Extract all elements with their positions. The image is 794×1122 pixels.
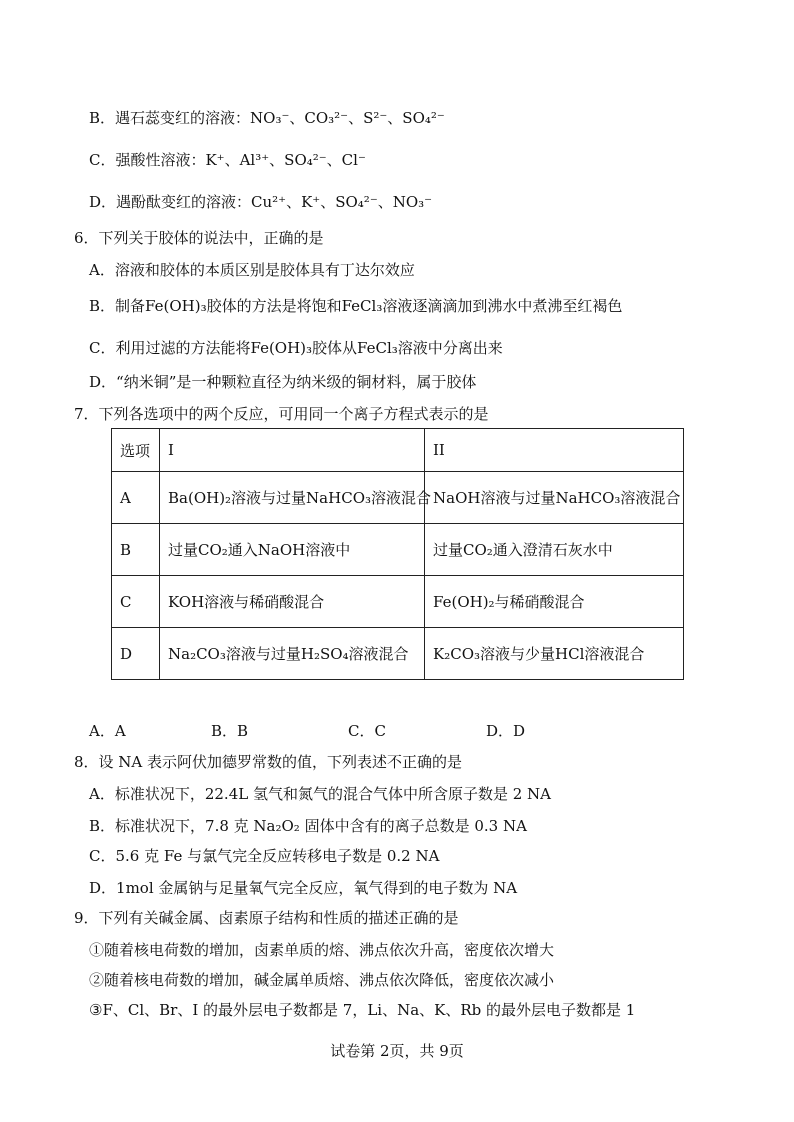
table-header-cell: 选项 — [112, 429, 160, 472]
q8-option-d: D．1mol 金属钠与足量氧气完全反应，氧气得到的电子数为 NA — [89, 879, 518, 897]
table-row — [112, 472, 684, 524]
q7-choice-b: B．B — [211, 722, 249, 740]
table-header-cell: II — [425, 429, 684, 472]
page-footer: 试卷第 2页，共 9页 — [330, 1042, 464, 1060]
table-cell: D — [112, 628, 160, 680]
table-cell: Ba(OH)₂溶液与过量NaHCO₃溶液混合 — [160, 472, 425, 524]
table-header-cell: I — [160, 429, 425, 472]
q7-table — [111, 428, 684, 680]
q7-choice-a: A．A — [89, 722, 126, 740]
q8-option-b: B．标准状况下，7.8 克 Na₂O₂ 固体中含有的离子总数是 0.3 NA — [89, 817, 527, 835]
table-cell: B — [112, 524, 160, 576]
q8-option-c: C．5.6 克 Fe 与氯气完全反应转移电子数是 0.2 NA — [89, 847, 440, 865]
q9-statement-3: ③F、Cl、Br、I 的最外层电子数都是 7，Li、Na、K、Rb 的最外层电子数都是 1 — [89, 1001, 636, 1019]
q7-choice-c: C．C — [348, 722, 386, 740]
q9-statement-2: ②随着核电荷数的增加，碱金属单质熔、沸点依次降低，密度依次减小 — [89, 971, 555, 989]
table-cell: C — [112, 576, 160, 628]
q8-stem: 8．设 NA 表示阿伏加德罗常数的值，下列表述不正确的是 — [74, 753, 463, 771]
table-cell: 过量CO₂通入NaOH溶液中 — [160, 524, 425, 576]
table-cell: K₂CO₃溶液与少量HCl溶液混合 — [425, 628, 684, 680]
table-header-row — [112, 429, 684, 472]
q5-option-d: D．遇酚酞变红的溶液：Cu²⁺、K⁺、SO₄²⁻、NO₃⁻ — [89, 193, 433, 211]
q9-stem: 9．下列有关碱金属、卤素原子结构和性质的描述正确的是 — [74, 909, 459, 927]
q6-option-b: B．制备Fe(OH)₃胶体的方法是将饱和FeCl₃溶液逐滴滴加到沸水中煮沸至红褐色 — [89, 297, 623, 315]
q7-choices — [89, 720, 689, 740]
table-cell: NaOH溶液与过量NaHCO₃溶液混合 — [425, 472, 684, 524]
q5-option-b: B．遇石蕊变红的溶液：NO₃⁻、CO₃²⁻、S²⁻、SO₄²⁻ — [89, 109, 445, 127]
q5-option-c: C．强酸性溶液：K⁺、Al³⁺、SO₄²⁻、Cl⁻ — [89, 151, 366, 169]
table-row — [112, 524, 684, 576]
q6-option-d: D．“纳米铜”是一种颗粒直径为纳米级的铜材料，属于胶体 — [89, 373, 477, 391]
table-row — [112, 628, 684, 680]
table-cell: Na₂CO₃溶液与过量H₂SO₄溶液混合 — [160, 628, 425, 680]
q9-statement-1: ①随着核电荷数的增加，卤素单质的熔、沸点依次升高，密度依次增大 — [89, 941, 555, 959]
table-cell: A — [112, 472, 160, 524]
table-cell: Fe(OH)₂与稀硝酸混合 — [425, 576, 684, 628]
table-cell: 过量CO₂通入澄清石灰水中 — [425, 524, 684, 576]
q6-stem: 6．下列关于胶体的说法中，正确的是 — [74, 229, 324, 247]
q6-option-a: A．溶液和胶体的本质区别是胶体具有丁达尔效应 — [89, 261, 415, 279]
table-row — [112, 576, 684, 628]
q6-option-c: C．利用过滤的方法能将Fe(OH)₃胶体从FeCl₃溶液中分离出来 — [89, 339, 503, 357]
q7-choice-d: D．D — [486, 722, 526, 740]
q7-stem: 7．下列各选项中的两个反应，可用同一个离子方程式表示的是 — [74, 405, 489, 423]
q8-option-a: A．标准状况下，22.4L 氢气和氮气的混合气体中所含原子数是 2 NA — [89, 785, 551, 803]
table-cell: KOH溶液与稀硝酸混合 — [160, 576, 425, 628]
